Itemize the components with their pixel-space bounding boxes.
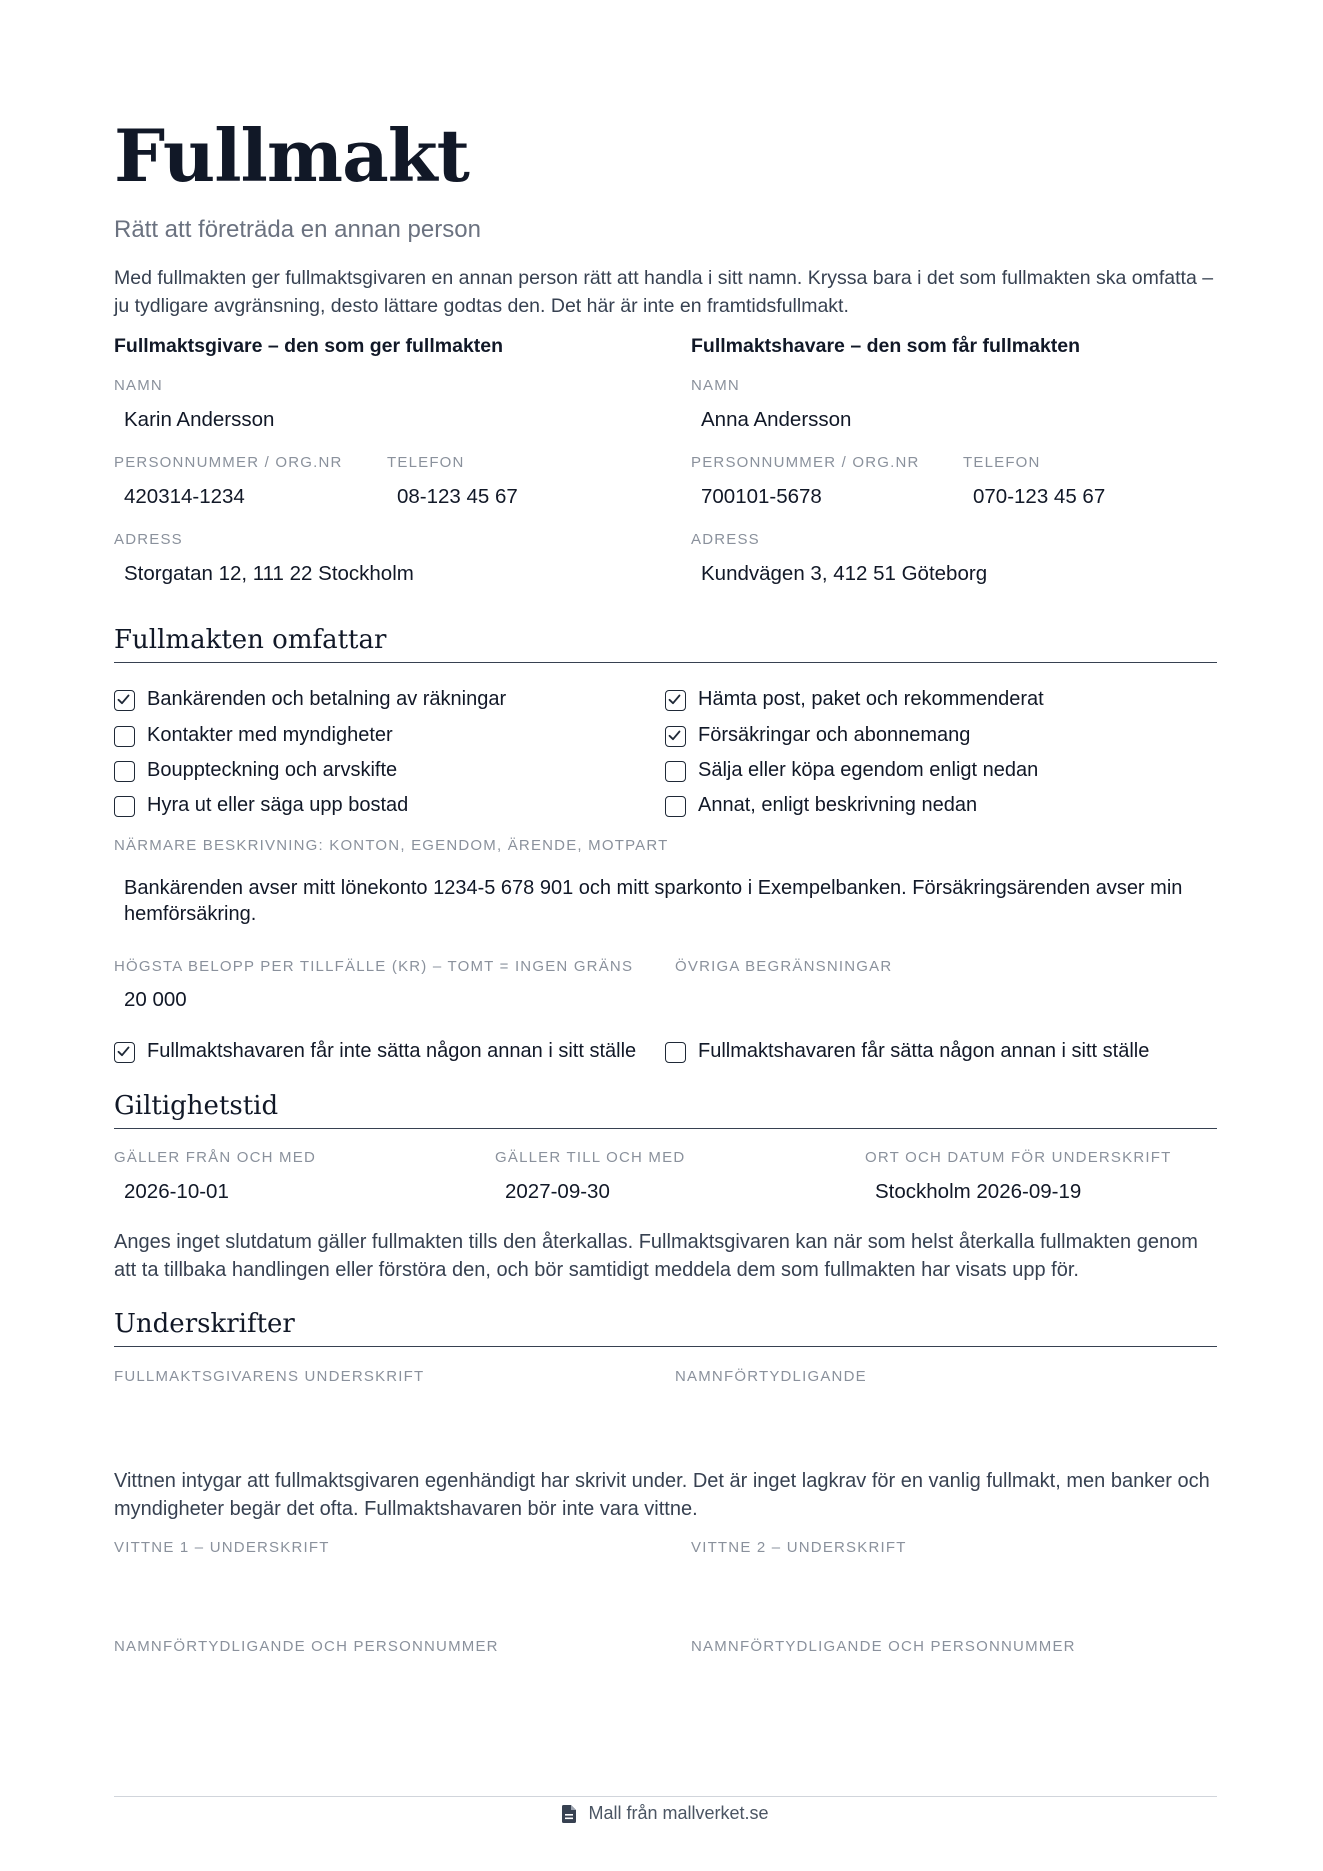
checkbox-box[interactable] — [665, 690, 686, 711]
scope-checkbox[interactable] — [114, 758, 397, 782]
intro-text: Med fullmakten ger fullmaktsgivaren en annan person rätt att handla i sitt namn. Kryssa bara i det som fullmakten ska omfatta – ju tydligare avgränsning, desto lättare godtas den. Det här är inte en framtidsfullmakt. — [114, 267, 1214, 317]
checkbox-label: Sälja eller köpa egendom enligt nedan — [698, 758, 1039, 781]
valid-to-label: GÄLLER TILL OCH MED — [495, 1149, 686, 1166]
giver-id-label: PERSONNUMMER / ORG.NR — [114, 454, 343, 471]
valid-to-field[interactable]: 2027-09-30 — [505, 1180, 610, 1203]
checkbox-label: Bouppteckning och arvskifte — [147, 758, 398, 781]
footer — [114, 1803, 1217, 1824]
holder-id-field[interactable]: 700101-5678 — [701, 485, 822, 508]
checkbox-box[interactable] — [114, 761, 135, 782]
validity-section-heading — [114, 1090, 1217, 1129]
witness-note: Vittnen intygar att fullmaktsgivaren egenhändigt har skrivit under. Det är inget lagkrav för en vanlig fullmakt, men banker och myndigheter begär det ofta. Fullmaktshavaren bör inte vara vittne. — [114, 1470, 1210, 1520]
giver-address-field[interactable]: Storgatan 12, 111 22 Stockholm — [124, 562, 414, 585]
checkbox-box[interactable] — [665, 1042, 686, 1063]
valid-from-label: GÄLLER FRÅN OCH MED — [114, 1149, 316, 1166]
description-field[interactable]: Bankärenden avser mitt lönekonto 1234-5 678 901 och mitt sparkonto i Exempelbanken. Försäkringsärenden avser min hemförsäkring. — [124, 877, 1183, 925]
checkbox-label: Kontakter med myndigheter — [147, 723, 393, 746]
giver-id-field[interactable]: 420314-1234 — [124, 485, 245, 508]
checkbox-label: Hyra ut eller säga upp bostad — [147, 793, 409, 816]
checkbox-label: Hämta post, paket och rekommenderat — [698, 687, 1044, 710]
giver-address-label: ADRESS — [114, 531, 183, 548]
signatures-heading-text: Underskrifter — [114, 1309, 295, 1339]
checkbox-box[interactable] — [665, 761, 686, 782]
footer-divider — [114, 1796, 1217, 1797]
scope-checkbox[interactable] — [665, 687, 1044, 711]
scope-checkbox[interactable] — [665, 758, 1038, 782]
description-label: NÄRMARE BESKRIVNING: KONTON, EGENDOM, ÄRENDE, MOTPART — [114, 837, 669, 854]
giver-name-label: NAMN — [114, 377, 163, 394]
valid-from-field[interactable]: 2026-10-01 — [124, 1180, 229, 1203]
scope-checkbox[interactable] — [114, 687, 506, 711]
document-icon — [562, 1805, 576, 1823]
scope-checkbox[interactable] — [665, 723, 970, 747]
checkbox-box[interactable] — [114, 1042, 135, 1063]
scope-heading-text: Fullmakten omfattar — [114, 625, 387, 655]
validity-note: Anges inget slutdatum gäller fullmakten tills den återkallas. Fullmaktsgivaren kan när som helst återkalla fullmakten genom att ta tillbaka handlingen eller förstöra den, och bör samtidigt meddela dem som fullmakten har visats upp för. — [114, 1231, 1198, 1281]
other-limits-label: ÖVRIGA BEGRÄNSNINGAR — [675, 958, 893, 975]
holder-address-field[interactable]: Kundvägen 3, 412 51 Göteborg — [701, 562, 988, 585]
checkbox-label: Fullmaktshavaren får inte sätta någon annan i sitt ställe — [147, 1039, 637, 1062]
holder-phone-label: TELEFON — [963, 454, 1041, 471]
giver-phone-field[interactable]: 08-123 45 67 — [397, 485, 518, 508]
scope-checkbox[interactable] — [114, 723, 393, 747]
checkbox-box[interactable] — [665, 726, 686, 747]
substitution-checkbox[interactable] — [114, 1039, 636, 1063]
checkbox-box[interactable] — [665, 796, 686, 817]
place-date-label: ORT OCH DATUM FÖR UNDERSKRIFT — [865, 1149, 1172, 1166]
giver-heading: Fullmaktsgivare – den som ger fullmakten — [114, 335, 504, 357]
holder-address-label: ADRESS — [691, 531, 760, 548]
witness2-clarification-label: NAMNFÖRTYDLIGANDE OCH PERSONNUMMER — [691, 1638, 1076, 1655]
signatures-section-heading — [114, 1308, 1217, 1347]
holder-name-label: NAMN — [691, 377, 740, 394]
holder-phone-field[interactable]: 070-123 45 67 — [973, 485, 1106, 508]
footer-text[interactable]: Mall från mallverket.se — [588, 1803, 769, 1823]
checkbox-label: Annat, enligt beskrivning nedan — [698, 793, 978, 816]
witness2-signature-label: VITTNE 2 – UNDERSKRIFT — [691, 1539, 907, 1556]
holder-id-label: PERSONNUMMER / ORG.NR — [691, 454, 920, 471]
giver-clarification-label: NAMNFÖRTYDLIGANDE — [675, 1368, 867, 1385]
substitution-checkbox[interactable] — [665, 1039, 1149, 1063]
giver-phone-label: TELEFON — [387, 454, 465, 471]
max-amount-field[interactable]: 20 000 — [124, 988, 187, 1011]
checkbox-label: Fullmaktshavaren får sätta någon annan i sitt ställe — [698, 1039, 1150, 1062]
validity-heading-text: Giltighetstid — [114, 1091, 279, 1121]
checkbox-box[interactable] — [114, 796, 135, 817]
max-amount-label: HÖGSTA BELOPP PER TILLFÄLLE (KR) – TOMT = INGEN GRÄNS — [114, 958, 634, 975]
place-date-field[interactable]: Stockholm 2026-09-19 — [875, 1180, 1082, 1203]
witness1-clarification-label: NAMNFÖRTYDLIGANDE OCH PERSONNUMMER — [114, 1638, 499, 1655]
checkbox-label: Bankärenden och betalning av räkningar — [147, 687, 507, 710]
giver-name-field[interactable]: Karin Andersson — [124, 408, 275, 431]
holder-name-field[interactable]: Anna Andersson — [701, 408, 852, 431]
checkbox-box[interactable] — [114, 726, 135, 747]
scope-section-heading — [114, 624, 1217, 663]
witness1-signature-label: VITTNE 1 – UNDERSKRIFT — [114, 1539, 330, 1556]
checkbox-label: Försäkringar och abonnemang — [698, 723, 971, 746]
page-title: Fullmakt — [114, 113, 469, 198]
page-subtitle: Rätt att företräda en annan person — [114, 216, 481, 243]
giver-signature-label: FULLMAKTSGIVARENS UNDERSKRIFT — [114, 1368, 425, 1385]
scope-checkbox[interactable] — [665, 793, 977, 817]
checkbox-box[interactable] — [114, 690, 135, 711]
holder-heading: Fullmaktshavare – den som får fullmakten — [691, 335, 1081, 357]
scope-checkbox[interactable] — [114, 793, 408, 817]
